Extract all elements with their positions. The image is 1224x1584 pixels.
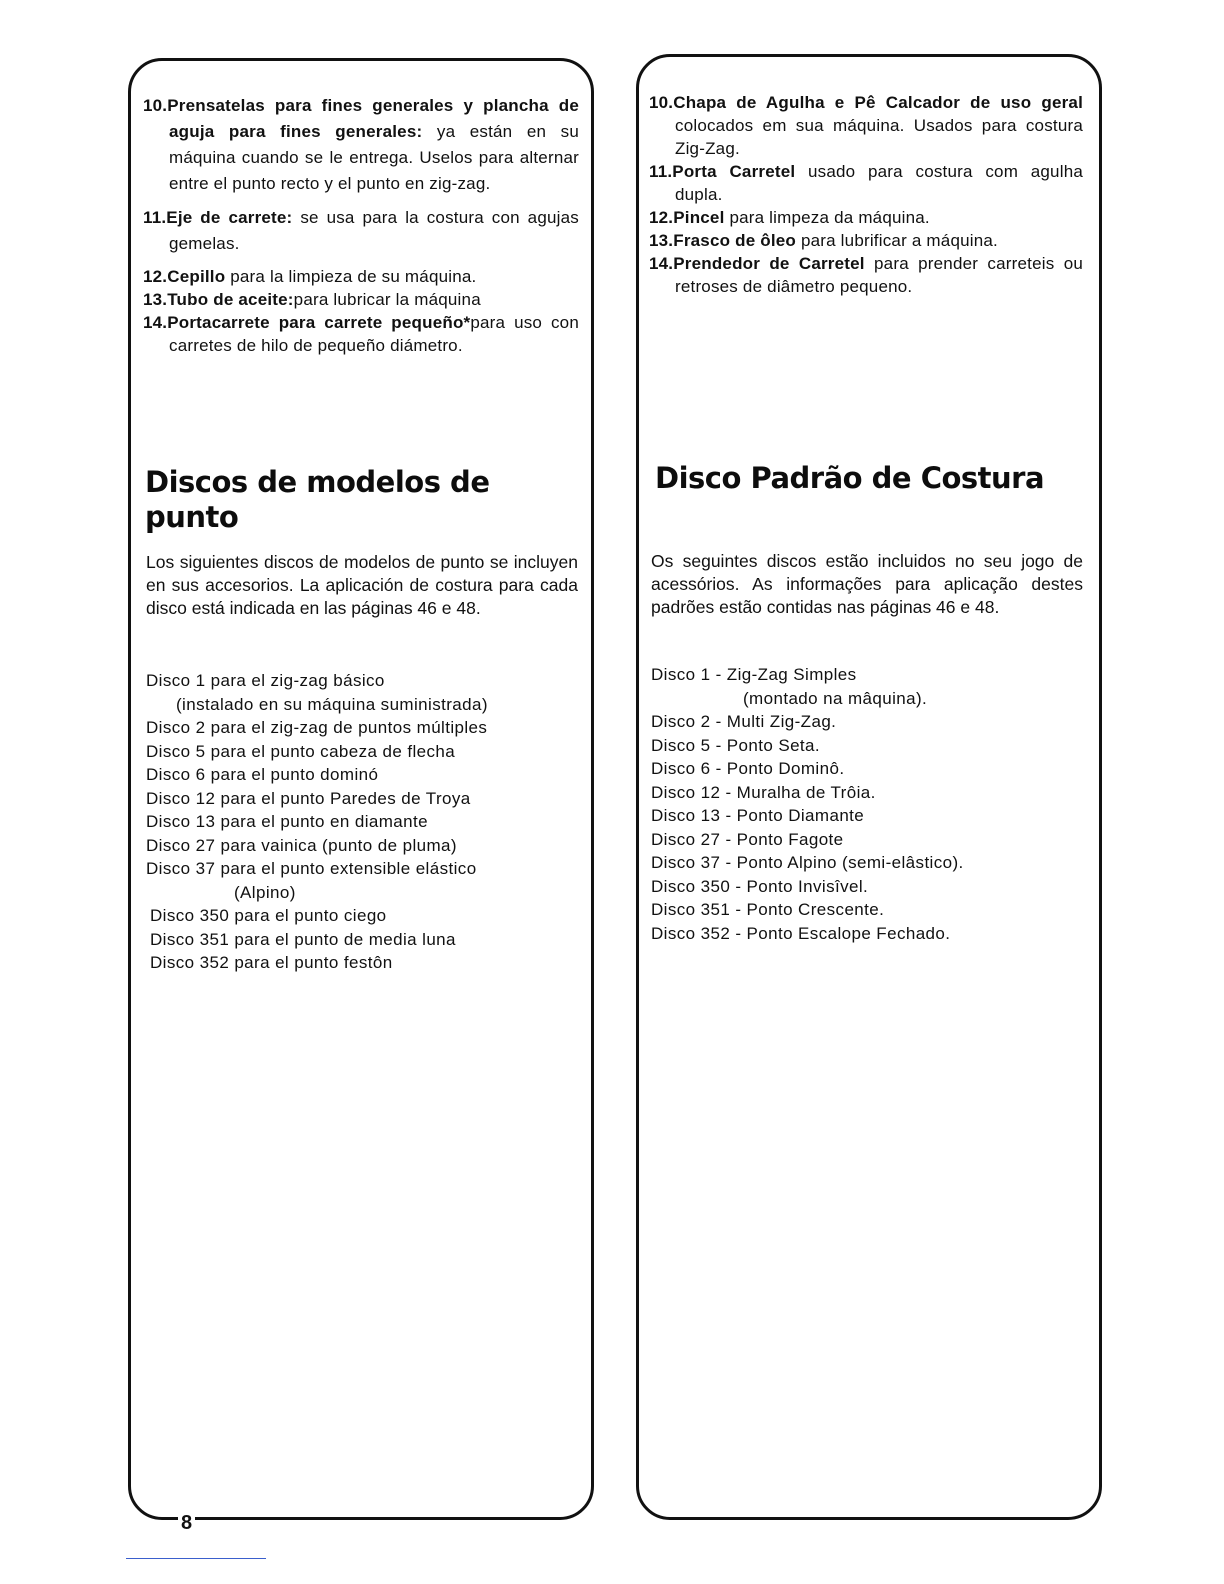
intro-paragraph-es: Los siguientes discos de modelos de punto se incluyen en sus accesorios. La aplicación de costura para cada disco está indicada en las páginas 46 e 48. xyxy=(146,552,578,618)
accessory-list-pt xyxy=(649,91,1083,298)
disc-line: Disco 5 para el punto cabeza de flecha xyxy=(146,741,456,761)
section-heading-pt: Disco Padrão de Costura xyxy=(655,461,1045,495)
accessory-item: 14.Prendedor de Carretel para prender carreteis ou retroses de diâmetro pequeno. xyxy=(649,254,1084,296)
intro-paragraph-pt: Os seguintes discos estão incluidos no seu jogo de acessórios. As informações para aplicação destes padrões estão contidas nas páginas 46 e 48. xyxy=(651,551,1083,617)
section-heading-es: Discos de modelos de punto xyxy=(145,465,490,534)
accessory-list-es xyxy=(143,93,579,357)
portuguese-panel xyxy=(636,54,1102,1520)
accessory-item: 13.Tubo de aceite:para lubricar la máquina xyxy=(143,290,481,309)
page-number: 8 xyxy=(178,1511,195,1535)
disc-line: Disco 1 - Zig-Zag Simples xyxy=(651,665,857,684)
disc-list-pt xyxy=(651,663,1091,945)
accessory-item: 13.Frasco de ôleo para lubrificar a máquina. xyxy=(649,231,998,250)
disc-line: Disco 13 - Ponto Diamante xyxy=(651,806,865,825)
disc-line: Disco 27 - Ponto Fagote xyxy=(651,829,844,849)
disc-line: Disco 351 - Ponto Crescente. xyxy=(651,900,885,919)
disc-line: (Alpino) xyxy=(234,882,296,902)
disc-line: Disco 352 - Ponto Escalope Fechado. xyxy=(651,923,951,943)
accessory-item: 12.Pincel para limpeza da máquina. xyxy=(649,208,930,227)
disc-line: Disco 352 para el punto festôn xyxy=(150,953,393,972)
bottom-rule xyxy=(126,1558,266,1559)
disc-line: Disco 12 - Muralha de Trôia. xyxy=(651,782,876,802)
disc-line: Disco 2 - Multi Zig-Zag. xyxy=(651,712,837,731)
disc-line: Disco 350 para el punto ciego xyxy=(150,906,387,925)
disc-line: Disco 37 - Ponto Alpino (semi-elâstico). xyxy=(651,853,964,872)
disc-line: (instalado en su máquina suministrada) xyxy=(176,694,488,714)
accessory-item: 14.Portacarrete para carrete pequeño*para uso con carretes de hilo de pequeño diámetro. xyxy=(143,313,579,355)
accessory-item: 10.Chapa de Agulha e Pê Calcador de uso geral colocados em sua máquina. Usados para costura Zig-Zag. xyxy=(649,93,1083,158)
accessory-item: 11.Porta Carretel usado para costura com agulha dupla. xyxy=(649,162,1083,204)
disc-line: Disco 5 - Ponto Seta. xyxy=(651,735,821,755)
disc-list-es xyxy=(146,669,586,975)
disc-line: Disco 27 para vainica (punto de pluma) xyxy=(146,835,457,855)
disc-line: Disco 2 para el zig-zag de puntos múltiples xyxy=(146,718,488,737)
disc-line: Disco 350 - Ponto Invisîvel. xyxy=(651,876,869,896)
disc-line: Disco 6 para el punto dominó xyxy=(146,765,379,784)
spanish-panel xyxy=(128,58,594,1520)
disc-line: Disco 13 para el punto en diamante xyxy=(146,812,428,831)
disc-line: Disco 1 para el zig-zag básico xyxy=(146,671,385,690)
disc-line: Disco 6 - Ponto Dominô. xyxy=(651,759,845,778)
disc-line: Disco 351 para el punto de media luna xyxy=(150,929,456,949)
accessory-item: 12.Cepillo para la limpieza de su máquina. xyxy=(143,267,477,286)
disc-line: Disco 37 para el punto extensible elástico xyxy=(146,859,477,878)
disc-line: (montado na mâquina). xyxy=(743,688,928,708)
accessory-item: 11.Eje de carrete: se usa para la costura con agujas gemelas. xyxy=(143,208,579,253)
disc-line: Disco 12 para el punto Paredes de Troya xyxy=(146,788,471,808)
accessory-item: 10.Prensatelas para fines generales y plancha de aguja para fines generales: ya están en su máquina cuando se le entrega. Uselos para alternar entre el punto recto y el punto en zig-zag. xyxy=(143,96,579,193)
